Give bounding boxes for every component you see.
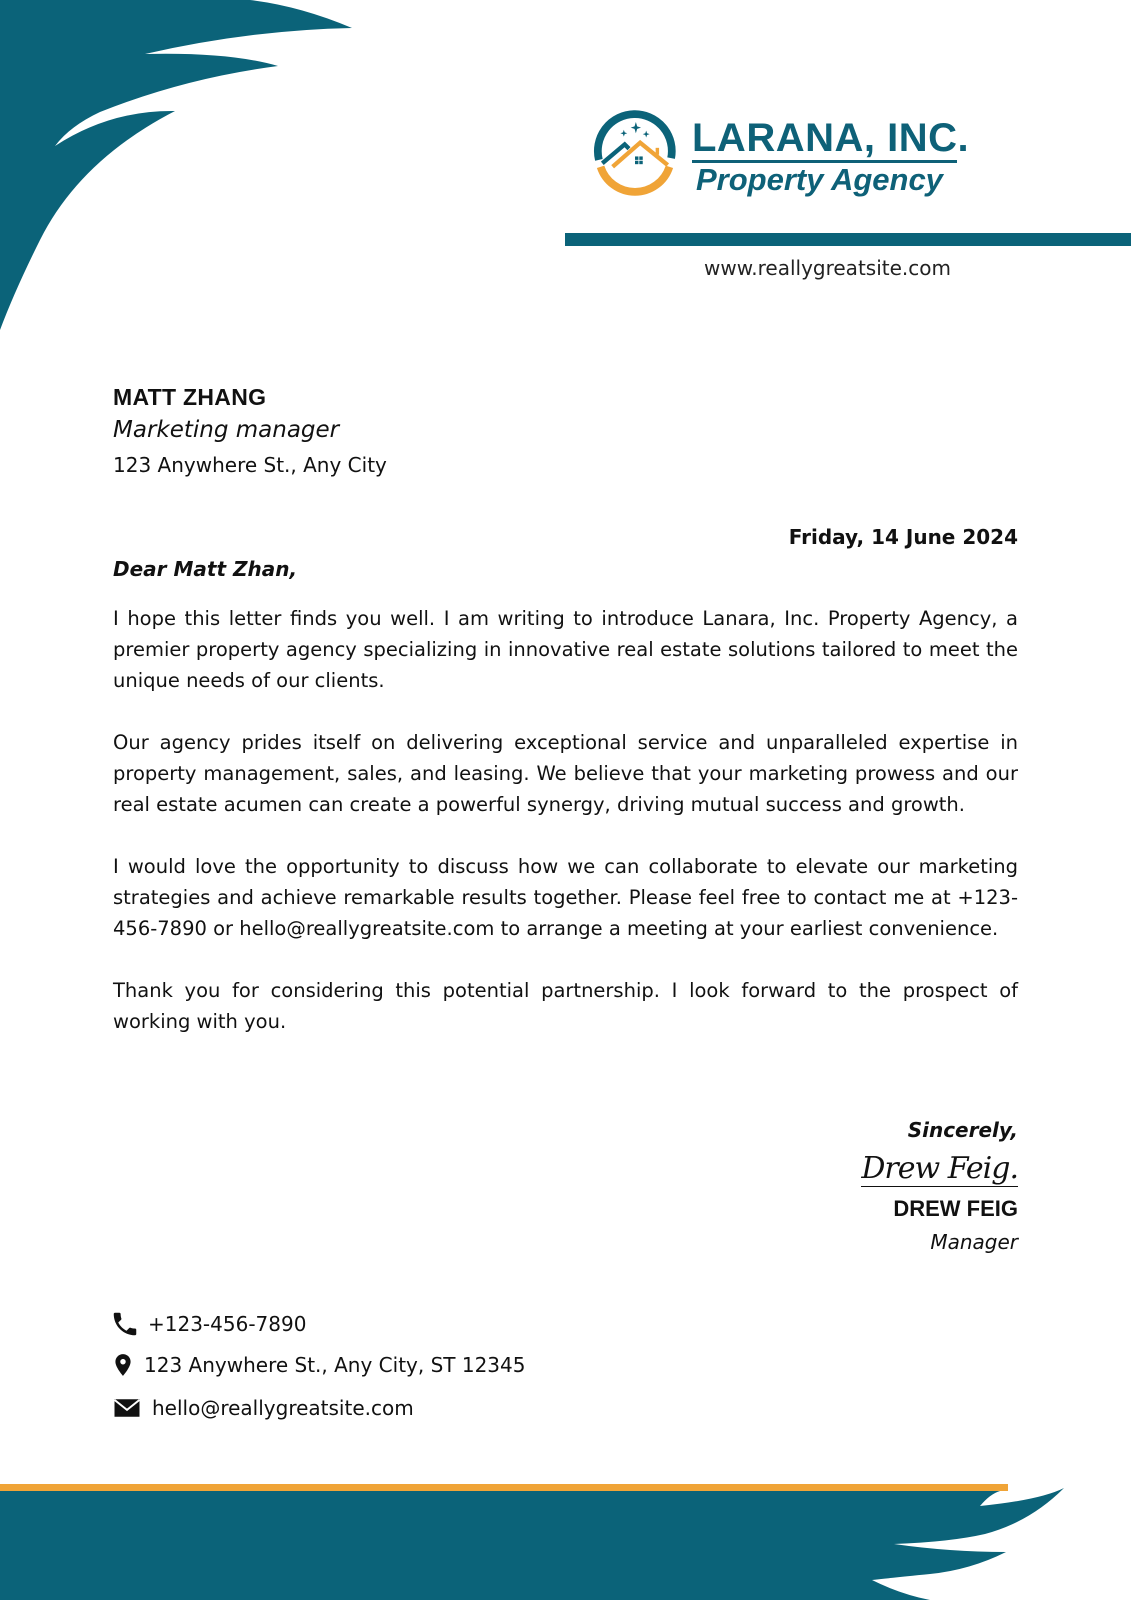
signature-text: Drew Feig.: [861, 1151, 1018, 1186]
closing-block: [861, 1118, 1018, 1254]
salutation: Dear Matt Zhan,: [113, 557, 298, 581]
contact-phone-text[interactable]: +123-456-7890: [148, 1312, 307, 1336]
signer-name: DREW FEIG: [893, 1196, 1018, 1221]
website-link[interactable]: www.reallygreatsite.com: [704, 256, 951, 280]
body-paragraph: I would love the opportunity to discuss how we can collaborate to elevate our marketing strategies and achieve remarkable results together. Please feel free to contact me at +123-456-7890 or hello@reallygreatsite.com to arrange a meeting at your earliest convenience.: [113, 855, 1018, 940]
contact-address: [110, 1350, 525, 1380]
envelope-icon: [110, 1393, 144, 1423]
contact-phone: [110, 1309, 306, 1339]
house-in-circle-logo-icon: [592, 110, 678, 196]
header-divider-bar: [565, 233, 1131, 246]
signer-role: Manager: [930, 1230, 1018, 1254]
contact-email-text[interactable]: hello@reallygreatsite.com: [152, 1396, 414, 1420]
letter-body: [113, 603, 1018, 1068]
location-pin-icon: [110, 1350, 136, 1380]
signature: [861, 1146, 1018, 1192]
top-corner-swoosh-decoration: [0, 0, 360, 340]
letter-date: Friday, 14 June 2024: [788, 525, 1018, 549]
recipient-block: [113, 384, 387, 477]
footer-band-decoration: [0, 1470, 1131, 1600]
contact-email: [110, 1393, 414, 1423]
body-paragraph: Thank you for considering this potential partnership. I look forward to the prospect of working with you.: [113, 979, 1018, 1033]
recipient-address: 123 Anywhere St., Any City: [113, 453, 387, 477]
recipient-title: Marketing manager: [113, 417, 340, 443]
contact-address-text: 123 Anywhere St., Any City, ST 12345: [144, 1353, 526, 1377]
company-subtitle: Property Agency: [696, 162, 943, 197]
body-paragraph: Our agency prides itself on delivering exceptional service and unparalleled expertise in property management, sales, and leasing. We believe that your marketing prowess and our real estate acumen can create a powerful synergy, driving mutual success and growth.: [113, 731, 1018, 816]
company-logo: [592, 110, 970, 200]
body-paragraph: I hope this letter finds you well. I am writing to introduce Lanara, Inc. Property Agency, a premier property agency specializing in innovative real estate solutions tailored to meet the unique needs of our clients.: [113, 607, 1018, 692]
recipient-name: MATT ZHANG: [113, 384, 267, 410]
phone-icon: [110, 1309, 140, 1339]
closing-word: Sincerely,: [907, 1118, 1018, 1142]
company-name: LARANA, INC.: [692, 116, 970, 160]
